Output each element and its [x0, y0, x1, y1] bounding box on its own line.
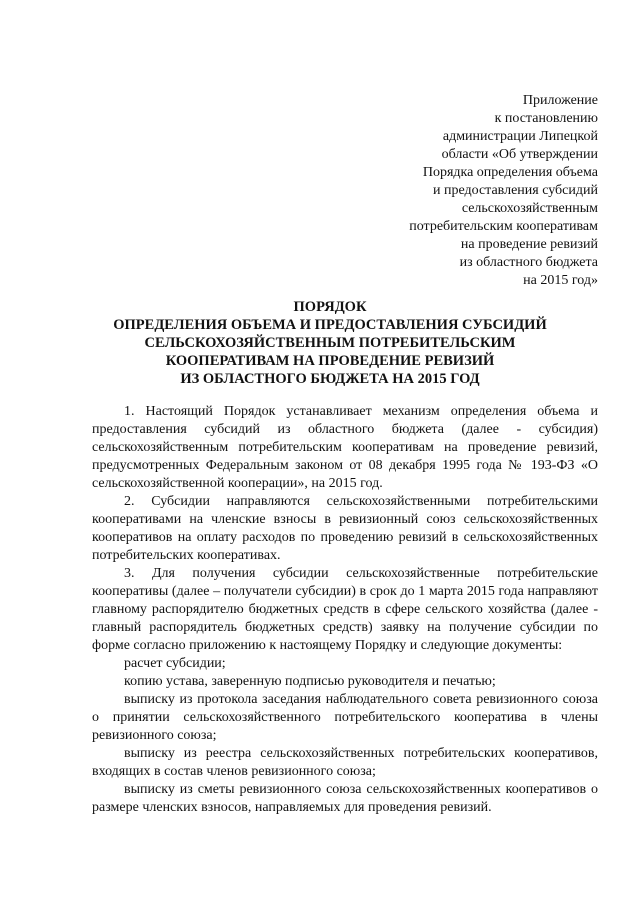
appendix-line: сельскохозяйственным [461, 201, 598, 216]
document-title [60, 298, 600, 388]
title-line: ОПРЕДЕЛЕНИЯ ОБЪЕМА И ПРЕДОСТАВЛЕНИЯ СУБСИДИЙ [113, 317, 547, 333]
title-line: ИЗ ОБЛАСТНОГО БЮДЖЕТА НА 2015 ГОД [180, 371, 480, 387]
appendix-line: Порядка определения объема [422, 165, 598, 180]
list-item-calculation: расчет субсидии; [124, 656, 226, 671]
list-item-charter-copy: копию устава, заверенную подписью руководителя и печатью; [124, 674, 496, 689]
appendix-line: из областного бюджета [459, 255, 598, 270]
title-line: СЕЛЬСКОХОЗЯЙСТВЕННЫМ ПОТРЕБИТЕЛЬСКИМ [144, 335, 516, 351]
paragraph-1: 1. Настоящий Порядок устанавливает механизм определения объема и предоставления субсидий из областного бюджета (далее - субсидия) сельскохозяйственным потребительским кооперативам на проведение ревизий, предусмотренных Федеральным законом от 08 декабря 1995 года № 193-ФЗ «О сельскохозяйственной кооперации», на 2015 год. [92, 404, 598, 491]
appendix-line: к постановлению [494, 111, 598, 126]
appendix-line: администрации Липецкой [442, 129, 598, 144]
appendix-line: Приложение [522, 93, 598, 108]
appendix-line: и предоставления субсидий [432, 183, 598, 198]
appendix-line: потребительским кооперативам [409, 219, 598, 234]
paragraph-3: 3. Для получения субсидии сельскохозяйственные потребительские кооперативы (далее – получатели субсидии) в срок до 1 марта 2015 года направляют главному распорядителю бюджетных средств в сфере сельского хозяйства (далее - главный распорядитель бюджетных средств) заявку на получение субсидии по форме согласно приложению к настоящему Порядку и следующие документы: [92, 566, 598, 653]
document-body [92, 403, 598, 817]
appendix-line: на 2015 год» [523, 273, 598, 288]
appendix-note [409, 92, 598, 290]
list-item-registry-extract: выписку из реестра сельскохозяйственных потребительских кооперативов, входящих в состав членов ревизионного союза; [92, 746, 598, 779]
appendix-line: области «Об утверждении [441, 147, 598, 162]
list-item-budget-extract: выписку из сметы ревизионного союза сельскохозяйственных кооперативов о размере членских взносов, направляемых для проведения ревизий. [92, 782, 598, 815]
paragraph-2: 2. Субсидии направляются сельскохозяйственными потребительскими кооперативами на членские взносы в ревизионный союз сельскохозяйственных кооперативов на оплату расходов по проведению ревизий в сельскохозяйственных потребительских кооперативах. [92, 494, 598, 563]
title-line: КООПЕРАТИВАМ НА ПРОВЕДЕНИЕ РЕВИЗИЙ [165, 353, 495, 369]
appendix-line: на проведение ревизий [460, 237, 598, 252]
title-line: ПОРЯДОК [293, 299, 367, 315]
list-item-protocol-extract: выписку из протокола заседания наблюдательного совета ревизионного союза о принятии сельскохозяйственного потребительского кооператива в члены ревизионного союза; [92, 692, 598, 743]
